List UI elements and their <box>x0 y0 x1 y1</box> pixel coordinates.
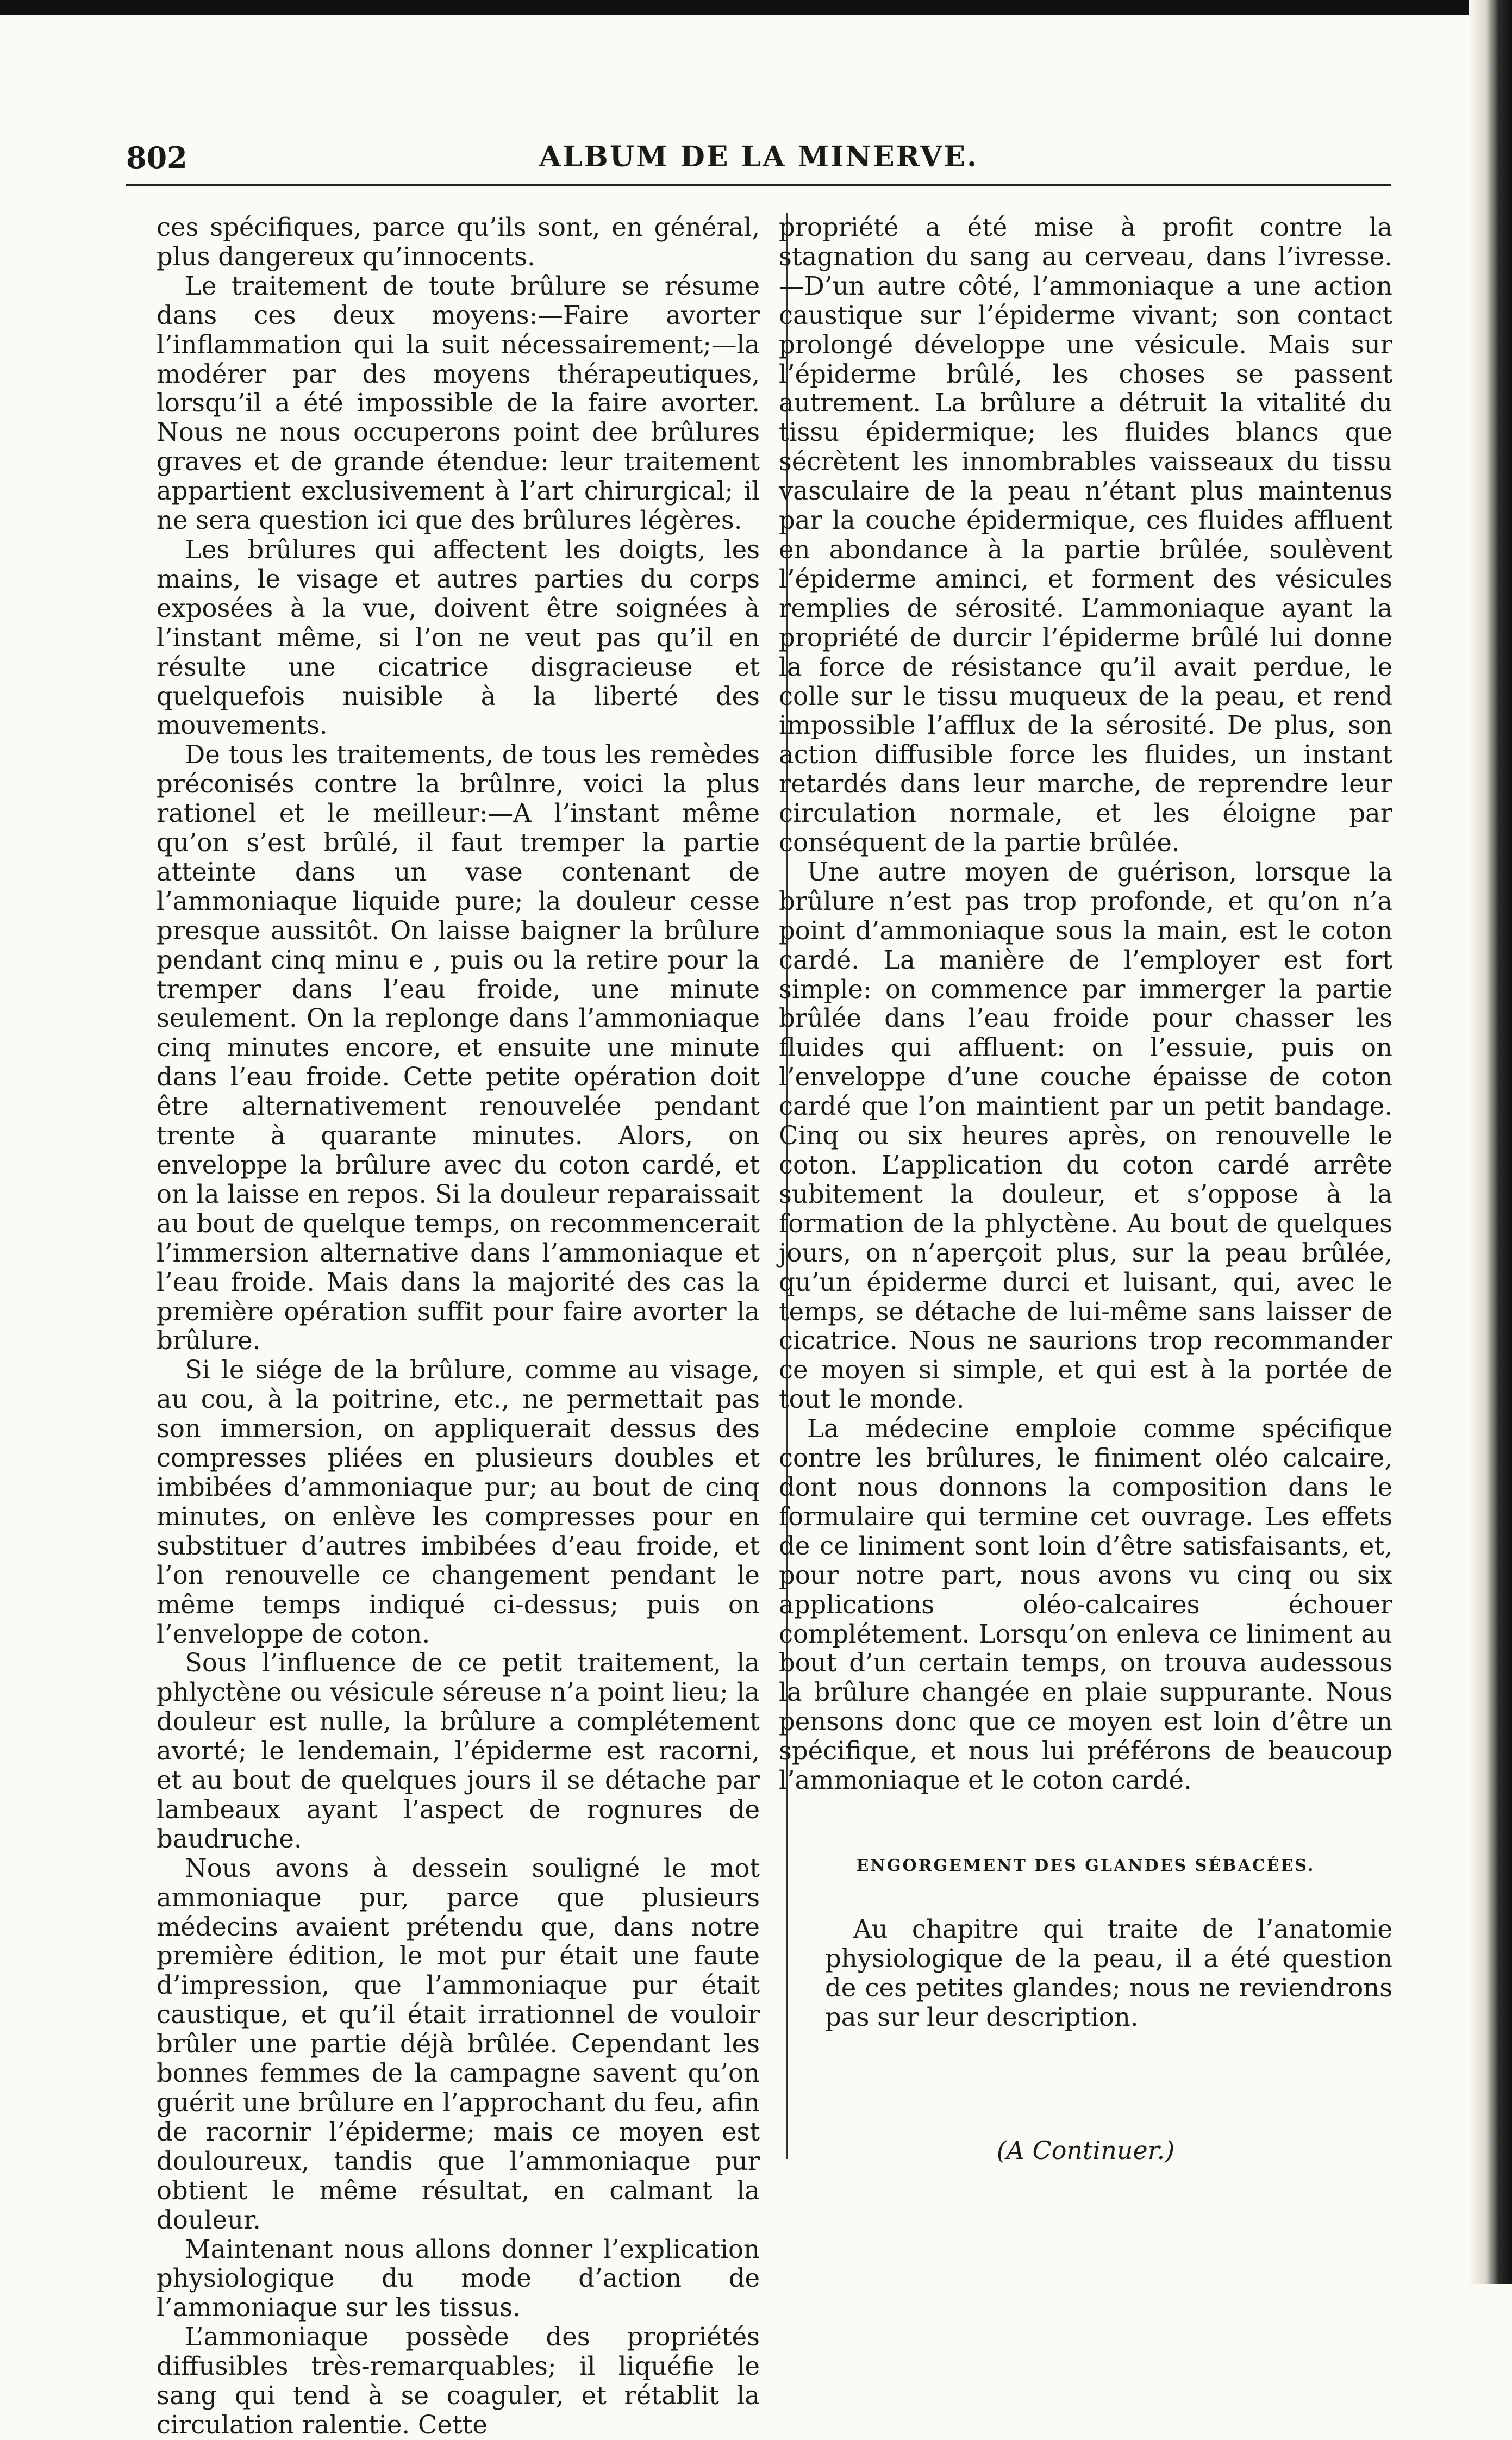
section-heading: ENGORGEMENT DES GLANDES SÉBACÉES. <box>856 1856 1315 1875</box>
paragraph: ces spécifiques, parce qu’ils sont, en général, plus dangereux qu’innocents. <box>157 213 760 271</box>
paragraph: Au chapitre qui traite de l’anatomie physiologique de la peau, il a été question de ces petites glandes; nous ne reviendrons pas sur leur description. <box>825 1914 1392 2032</box>
paragraph: La médecine emploie comme spécifique contre les brûlures, le finiment oléo calcaire, dont nous donnons la composition dans le formulaire qui termine cet ouvrage. Les effets de ce liniment sont loin d’être satisfaisants, et, pour notre part, nous avons vu cinq ou six applications oléo-calcaires échouer complétement. Lorsqu’on enleva ce liniment au bout d’un certain temps, on trouva audessous la brûlure changée en plaie suppurante. Nous pensons donc que ce moyen est loin d’être un spécifique, et nous lui préférons de beaucoup l’ammoniaque et le coton cardé. <box>779 1414 1392 1795</box>
page-number: 802 <box>126 140 188 175</box>
scan-right-edge <box>1469 0 1512 2284</box>
right-column <box>779 213 1392 2165</box>
header-rule <box>126 184 1391 186</box>
paragraph: propriété a été mise à profit contre la stagnation du sang au cerveau, dans l’ivresse.—D’un autre côté, l’ammoniaque a une action caustique sur l’épiderme vivant; son contact prolongé développe une vésicule. Mais sur l’épiderme brûlé, les choses se passent autrement. La brûlure a détruit la vitalité du tissu épidermique; les fluides blancs que sécrètent les innombrables vaisseaux du tissu vasculaire de la peau n’étant plus maintenus par la couche épidermique, ces fluides affluent en abondance à la partie brûlée, soulèvent l’épiderme aminci, et forment des vésicules remplies de sérosité. L’ammoniaque ayant la propriété de durcir l’épiderme brûlé lui donne la force de résistance qu’il avait perdue, le colle sur le tissu muqueux de la peau, et rend impossible l’afflux de la sérosité. De plus, son action diffusible force les fluides, un instant retardés dans leur marche, de reprendre leur circulation normale, et les éloigne par conséquent de la partie brûlée. <box>779 213 1392 858</box>
paragraph: Maintenant nous allons donner l’explication physiologique du mode d’action de l’ammoniaque sur les tissus. <box>157 2234 760 2323</box>
paragraph: Les brûlures qui affectent les doigts, les mains, le visage et autres parties du corps exposées à la vue, doivent être soignées à l’instant même, si l’on ne veut pas qu’il en résulte une cicatrice disgracieuse et quelquefois nuisible à la liberté des mouvements. <box>157 534 760 740</box>
paragraph: Nous avons à dessein souligné le mot ammoniaque pur, parce que plusieurs médecins avaient prétendu que, dans notre première édition, le mot pur était une faute d’impression, que l’ammoniaque pur était caustique, et qu’il était irrationnel de vouloir brûler une partie déjà brûlée. Cependant les bonnes femmes de la campagne savent qu’on guérit une brûlure en l’approchant du feu, afin de racornir l’épiderme; mais ce moyen est douloureux, tandis que l’ammoniaque pur obtient le même résultat, en calmant la douleur. <box>157 1853 760 2235</box>
page-header <box>126 140 1391 184</box>
continuation-note: (A Continuer.) <box>996 2135 1175 2165</box>
paragraph: Une autre moyen de guérison, lorsque la brûlure n’est pas trop profonde, et qu’on n’a point d’ammoniaque sous la main, est le coton cardé. La manière de l’employer est fort simple: on commence par immerger la partie brûlée dans l’eau froide pour chasser les fluides qui affluent: on l’essuie, puis on l’enveloppe d’une couche épaisse de coton cardé que l’on maintient par un petit bandage. Cinq ou six heures après, on renouvelle le coton. L’application du coton cardé arrête subitement la douleur, et s’oppose à la formation de la phlyctène. Au bout de quelques jours, on n’aperçoit plus, sur la peau brûlée, qu’un épiderme durci et luisant, qui, avec le temps, se détache de lui-même sans laisser de cicatrice. Nous ne saurions trop recommander ce moyen si simple, et qui est à la portée de tout le monde. <box>779 857 1392 1414</box>
paragraph: De tous les traitements, de tous les remèdes préconisés contre la brûlnre, voici la plus rationel et le meilleur:—A l’instant même qu’on s’est brûlé, il faut tremper la partie atteinte dans un vase contenant de l’ammoniaque liquide pure; la douleur cesse presque aussitôt. On laisse baigner la brûlure pendant cinq minu e , puis ou la retire pour la tremper dans l’eau froide, une minute seulement. On la replonge dans l’ammoniaque cinq minutes encore, et ensuite une minute dans l’eau froide. Cette petite opération doit être alternativement renouvelée pendant trente à quarante minutes. Alors, on enveloppe la brûlure avec du coton cardé, et on la laisse en repos. Si la douleur reparaissait au bout de quelque temps, on recommencerait l’immersion alternative dans l’ammoniaque et l’eau froide. Mais dans la majorité des cas la première opération suffit pour faire avorter la brûlure. <box>157 740 760 1356</box>
scan-top-border <box>0 0 1512 15</box>
paragraph: Si le siége de la brûlure, comme au visage, au cou, à la poitrine, etc., ne permettait pas son immersion, on appliquerait dessus des compresses pliées en plusieurs doubles et imbibées d’ammoniaque pur; au bout de cinq minutes, on enlève les compresses pour en substituer d’autres imbibées d’eau froide, et l’on renouvelle ce changement pendant le même temps indiqué ci-dessus; puis on l’enveloppe de coton. <box>157 1355 760 1649</box>
paragraph: L’ammoniaque possède des propriétés diffusibles très-remarquables; il liquéfie le sang qui tend à se coaguler, et rétablit la circulation ralentie. Cette <box>157 2322 760 2439</box>
paragraph: Sous l’influence de ce petit traitement, la phlyctène ou vésicule séreuse n’a point lieu; la douleur est nulle, la brûlure a complétement avorté; le lendemain, l’épiderme est racorni, et au bout de quelques jours il se détache par lambeaux ayant l’aspect de rognures de baudruche. <box>157 1648 760 1854</box>
left-column <box>157 213 760 2440</box>
paragraph: Le traitement de toute brûlure se résume dans ces deux moyens:—Faire avorter l’inflammation qui la suit nécessairement;—la modérer par des moyens thérapeutiques, lorsqu’il a été impossible de la faire avorter. Nous ne nous occuperons point dee brûlures graves et de grande étendue: leur traitement appartient exclusivement à l’art chirurgical; il ne sera question ici que des brûlures légères. <box>157 271 760 535</box>
running-title: ALBUM DE LA MINERVE. <box>539 140 979 173</box>
